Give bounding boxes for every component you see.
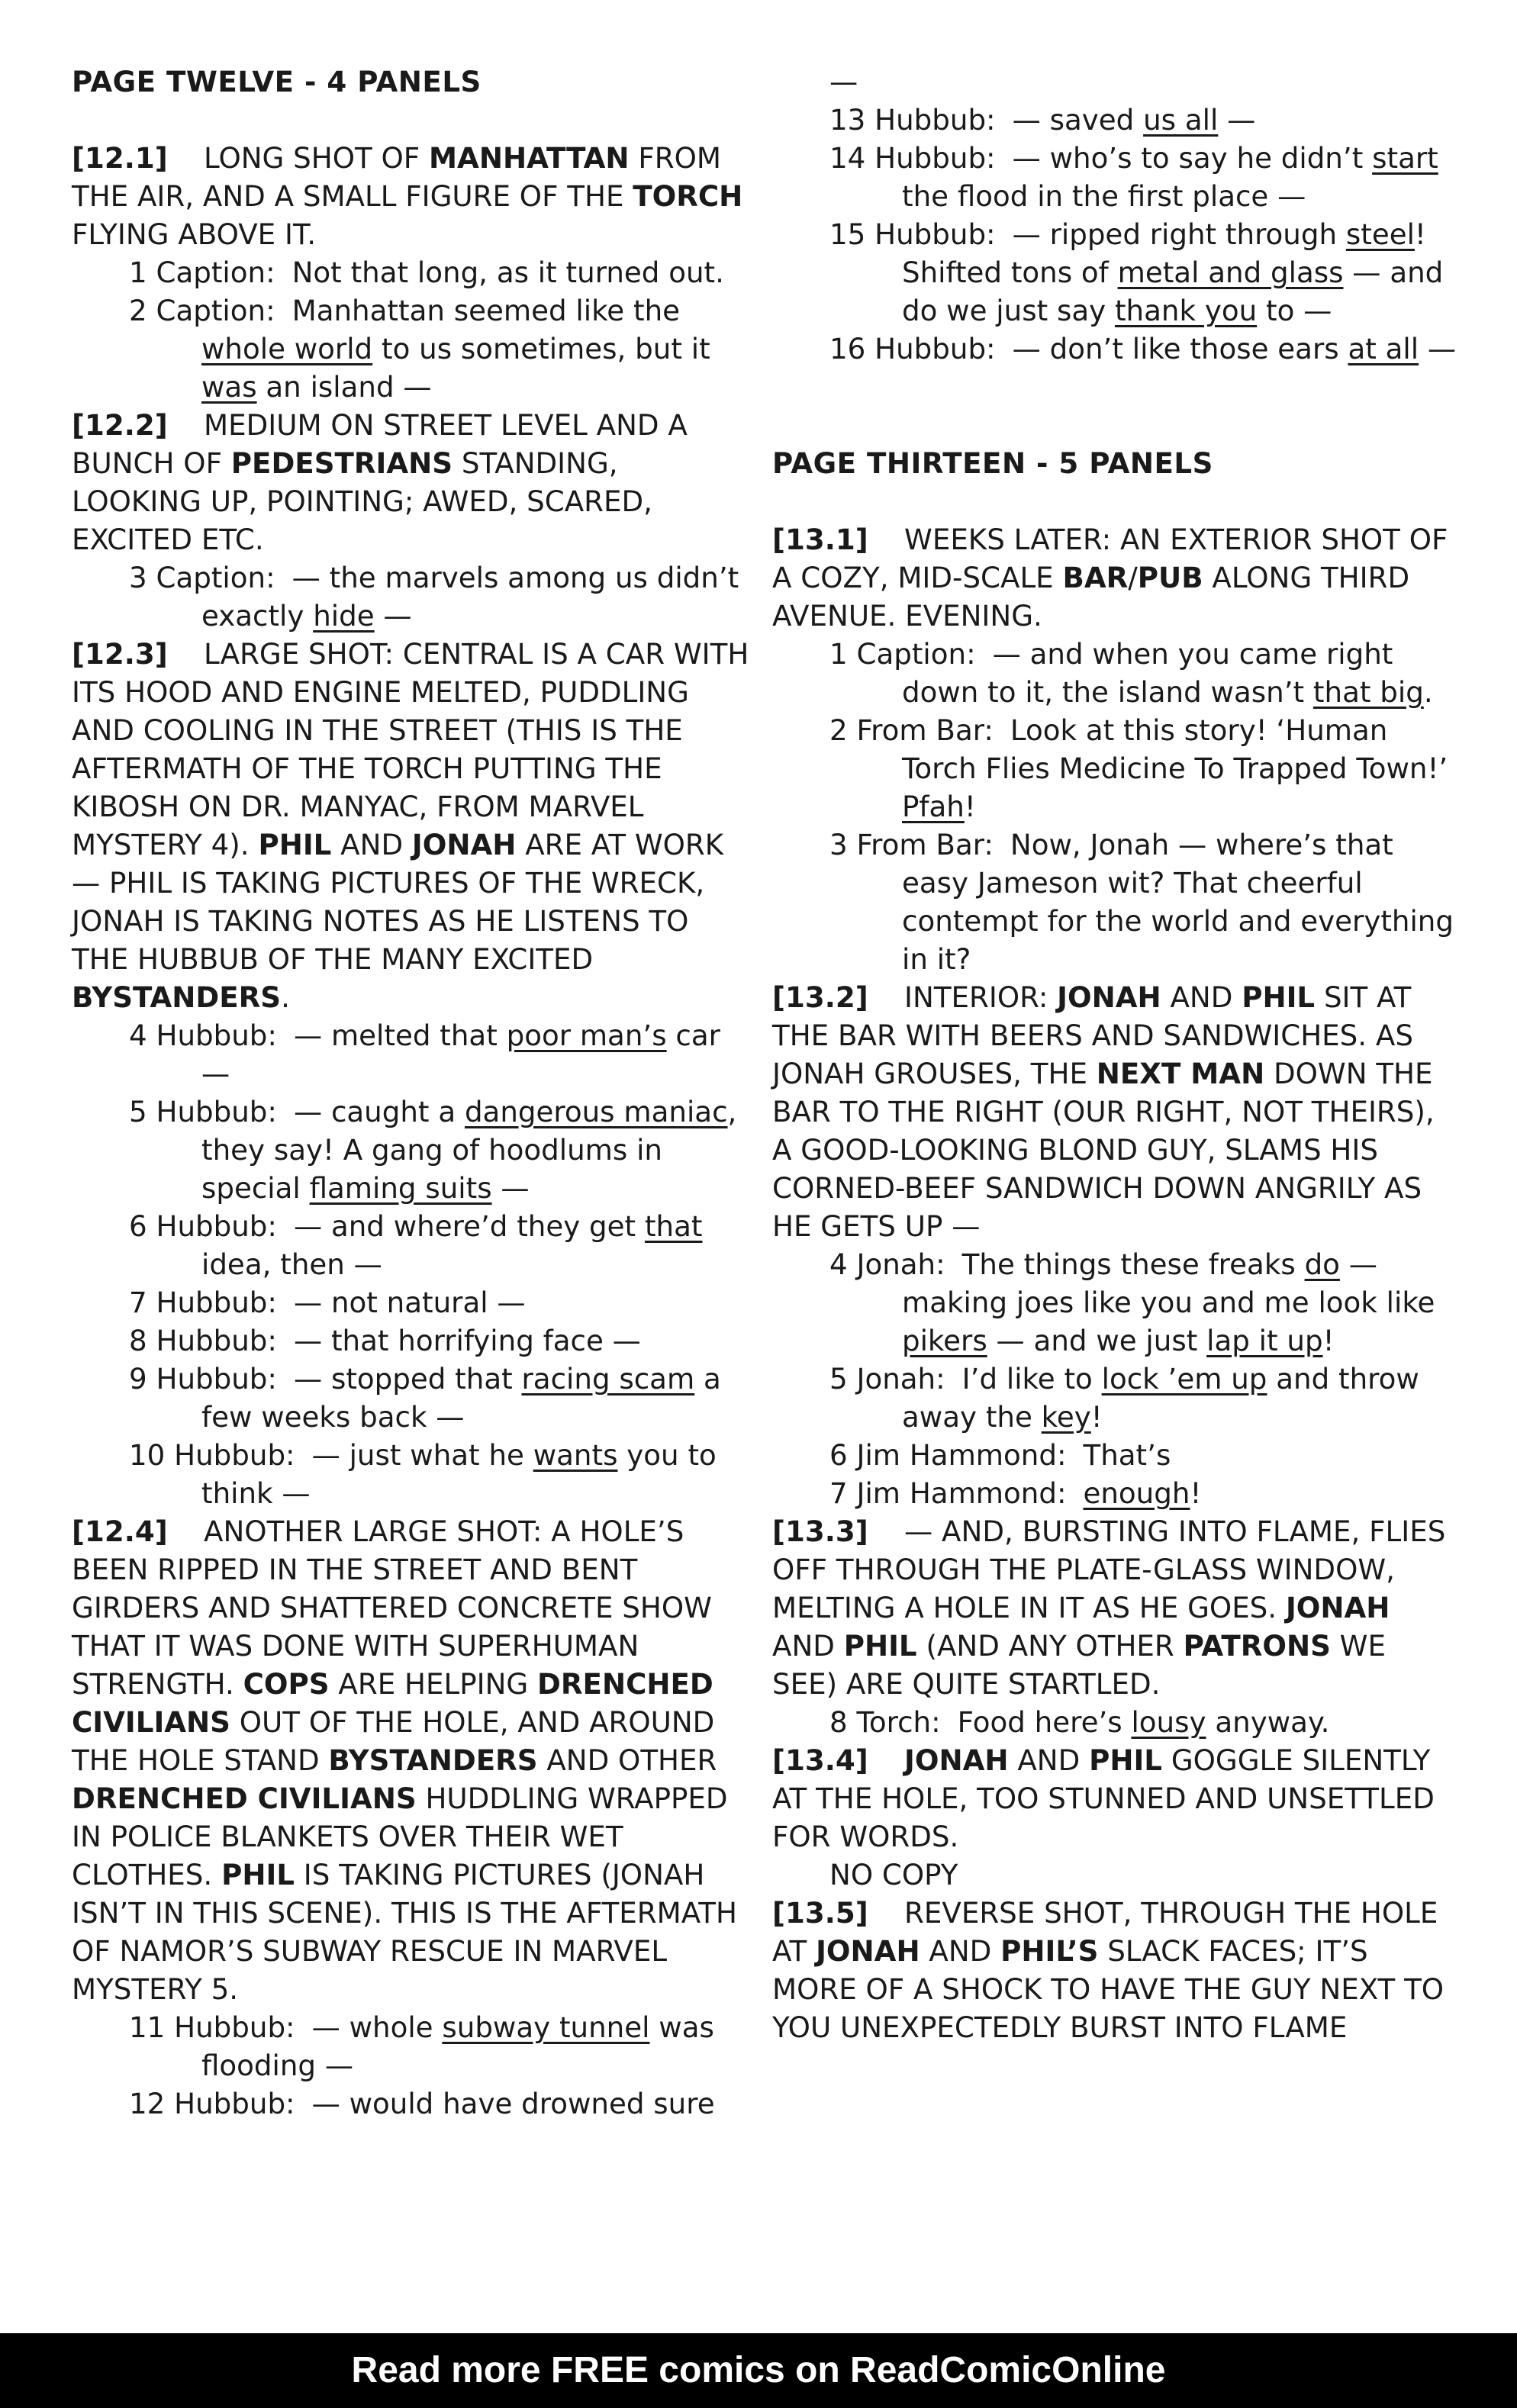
no-copy-note: NO COPY — [829, 1858, 958, 1891]
page-thirteen-heading: PAGE THIRTEEN - 5 PANELS — [772, 446, 1213, 480]
speaker: 2 From Bar: — [829, 713, 994, 747]
footer-banner[interactable] — [0, 2333, 1517, 2408]
speaker: 13 Hubbub: — [829, 103, 996, 137]
panel-13-1: [13.1] WEEKS LATER: AN EXTERIOR SHOT OF A COZY, MID-SCALE BAR/PUB ALONG THIRD AVENUE. EVENING. — [772, 523, 1448, 633]
panel-number: [13.1] — [772, 523, 868, 556]
panel-number: [13.3] — [772, 1515, 868, 1548]
speaker: 14 Hubbub: — [829, 141, 996, 175]
panel-12-1: [12.1] LONG SHOT OF MANHATTAN FROM THE AIR, AND A SMALL FIGURE OF THE TORCH FLYING ABOVE IT. — [72, 141, 743, 251]
dialogue-line: 4 Jonah: The things these freaks do — making joes like you and me look like pikers — and we just lap it up! — [829, 1247, 1435, 1357]
panel-number: [12.3] — [72, 637, 168, 671]
dialogue-line: 7 Jim Hammond: enough! — [829, 1476, 1202, 1510]
speaker: 7 Hubbub: — [129, 1286, 277, 1319]
speaker: 8 Torch: — [829, 1705, 941, 1739]
speaker: 11 Hubbub: — [129, 2010, 295, 2044]
speaker: 6 Hubbub: — [129, 1209, 277, 1243]
speaker: 1 Caption: — [129, 256, 275, 289]
panel-13-2: [13.2] INTERIOR: JONAH AND PHIL SIT AT THE BAR WITH BEERS AND SANDWICHES. AS JONAH GROUSES, THE NEXT MAN DOWN THE BAR TO THE RIGHT (OUR RIGHT, NOT THEIRS), A GOOD-LOOKING BLOND GUY, SLAMS HIS CORNED-BEEF SANDWICH DOWN ANGRILY AS HE GETS UP — — [772, 980, 1435, 1243]
dialogue-continuation: — — [829, 65, 858, 98]
dialogue-line: 8 Hubbub: — that horrifying face — — [129, 1324, 641, 1357]
dialogue-line: 6 Hubbub: — and where’d they get that idea, then — — [129, 1209, 703, 1281]
dialogue-line: 5 Hubbub: — caught a dangerous maniac, they say! A gang of hoodlums in special flaming suits — — [129, 1095, 737, 1205]
dialogue-line: 7 Hubbub: — not natural — — [129, 1286, 526, 1319]
dialogue-line: 4 Hubbub: — melted that poor man’s car — — [129, 1019, 720, 1090]
speaker: 3 Caption: — [129, 561, 275, 594]
speaker: 1 Caption: — [829, 637, 976, 671]
footer-link[interactable]: Read more FREE comics on ReadComicOnline — [351, 2350, 1166, 2390]
left-column — [72, 63, 751, 2123]
panel-number: [13.4] — [772, 1743, 868, 1777]
dialogue-line: 13 Hubbub: — saved us all — — [829, 103, 1256, 137]
right-column — [772, 63, 1459, 2046]
speaker: 7 Jim Hammond: — [829, 1476, 1067, 1510]
panel-13-4: [13.4] JONAH AND PHIL GOGGLE SILENTLY AT THE HOLE, TOO STUNNED AND UNSETTLED FOR WORDS. — [772, 1743, 1435, 1853]
panel-12-3: [12.3] LARGE SHOT: CENTRAL IS A CAR WITH ITS HOOD AND ENGINE MELTED, PUDDLING AND COOLING IN THE STREET (THIS IS THE AFTERMATH OF THE TORCH PUTTING THE KIBOSH ON DR. MANYAC, FROM MARVEL MYSTERY 4). PHIL AND JONAH ARE AT WORK — PHIL IS TAKING PICTURES OF THE WRECK, JONAH IS TAKING NOTES AS HE LISTENS TO THE HUBBUB OF THE MANY EXCITED BYSTANDERS. — [72, 637, 749, 1014]
panel-13-3: [13.3] — AND, BURSTING INTO FLAME, FLIES OFF THROUGH THE PLATE-GLASS WINDOW, MELTING A HOLE IN IT AS HE GOES. JONAH AND PHIL (AND ANY OTHER PATRONS WE SEE) ARE QUITE STARTLED. — [772, 1515, 1446, 1701]
panel-13-5: [13.5] REVERSE SHOT, THROUGH THE HOLE AT JONAH AND PHIL’S SLACK FACES; IT’S MORE OF A SHOCK TO HAVE THE GUY NEXT TO YOU UNEXPECTEDLY BURST INTO FLAME — [772, 1896, 1445, 2044]
speaker: 15 Hubbub: — [829, 217, 996, 251]
speaker: 5 Jonah: — [829, 1362, 945, 1396]
panel-number: [12.4] — [72, 1515, 168, 1548]
dialogue-line: 5 Jonah: I’d like to lock ’em up and throw away the key! — [829, 1362, 1419, 1434]
panel-number: [13.2] — [772, 980, 868, 1014]
dialogue-line: 16 Hubbub: — don’t like those ears at all — — [829, 332, 1457, 365]
dialogue-line: 6 Jim Hammond: That’s — [829, 1438, 1171, 1472]
dialogue-line: 3 Caption: — the marvels among us didn’t exactly hide — — [129, 561, 739, 633]
speaker: 4 Hubbub: — [129, 1019, 277, 1052]
dialogue-line: 1 Caption: — and when you came right down to it, the island wasn’t that big. — [829, 637, 1433, 709]
speaker: 6 Jim Hammond: — [829, 1438, 1067, 1472]
speaker: 10 Hubbub: — [129, 1438, 295, 1472]
speaker: 16 Hubbub: — [829, 332, 996, 365]
dialogue-line: 3 From Bar: Now, Jonah — where’s that easy Jameson wit? That cheerful contempt for the world and everything in it? — [829, 828, 1454, 976]
speaker: 4 Jonah: — [829, 1247, 945, 1281]
page-twelve-heading: PAGE TWELVE - 4 PANELS — [72, 65, 482, 98]
dialogue-line: 15 Hubbub: — ripped right through steel! Shifted tons of metal and glass — and do we just say thank you to — — [829, 217, 1444, 327]
speaker: 12 Hubbub: — [129, 2087, 295, 2120]
panel-12-2: [12.2] MEDIUM ON STREET LEVEL AND A BUNCH OF PEDESTRIANS STANDING, LOOKING UP, POINTING; AWED, SCARED, EXCITED ETC. — [72, 408, 688, 556]
dialogue-line: 2 Caption: Manhattan seemed like the whole world to us sometimes, but it was an island — — [129, 294, 710, 404]
dialogue-line: 14 Hubbub: — who’s to say he didn’t start the flood in the first place — — [829, 141, 1438, 213]
dialogue-line: 8 Torch: Food here’s lousy anyway. — [829, 1705, 1330, 1739]
speaker: 3 From Bar: — [829, 828, 994, 861]
dialogue-line: 9 Hubbub: — stopped that racing scam a few weeks back — — [129, 1362, 721, 1434]
dialogue-line: 10 Hubbub: — just what he wants you to think — — [129, 1438, 717, 1510]
dialogue-line: 1 Caption: Not that long, as it turned out. — [129, 256, 724, 289]
dialogue-line: 2 From Bar: Look at this story! ‘Human Torch Flies Medicine To Trapped Town!’ Pfah! — [829, 713, 1448, 823]
panel-12-4: [12.4] ANOTHER LARGE SHOT: A HOLE’S BEEN RIPPED IN THE STREET AND BENT GIRDERS AND SHATTERED CONCRETE SHOW THAT IT WAS DONE WITH SUPERHUMAN STRENGTH. COPS ARE HELPING DRENCHED CIVILIANS OUT OF THE HOLE, AND AROUND THE HOLE STAND BYSTANDERS AND OTHER DRENCHED CIVILIANS HUDDLING WRAPPED IN POLICE BLANKETS OVER THEIR WET CLOTHES. PHIL IS TAKING PICTURES (JONAH ISN’T IN THIS SCENE). THIS IS THE AFTERMATH OF NAMOR’S SUBWAY RESCUE IN MARVEL MYSTERY 5. — [72, 1515, 737, 2006]
dialogue-line: 11 Hubbub: — whole subway tunnel was flooding — — [129, 2010, 714, 2082]
panel-number: [12.1] — [72, 141, 168, 175]
speaker: 2 Caption: — [129, 294, 275, 327]
panel-number: [13.5] — [772, 1896, 868, 1930]
speaker: 5 Hubbub: — [129, 1095, 277, 1128]
dialogue-line: 12 Hubbub: — would have drowned sure — [129, 2087, 715, 2120]
panel-number: [12.2] — [72, 408, 168, 442]
speaker: 9 Hubbub: — [129, 1362, 277, 1396]
speaker: 8 Hubbub: — [129, 1324, 277, 1357]
